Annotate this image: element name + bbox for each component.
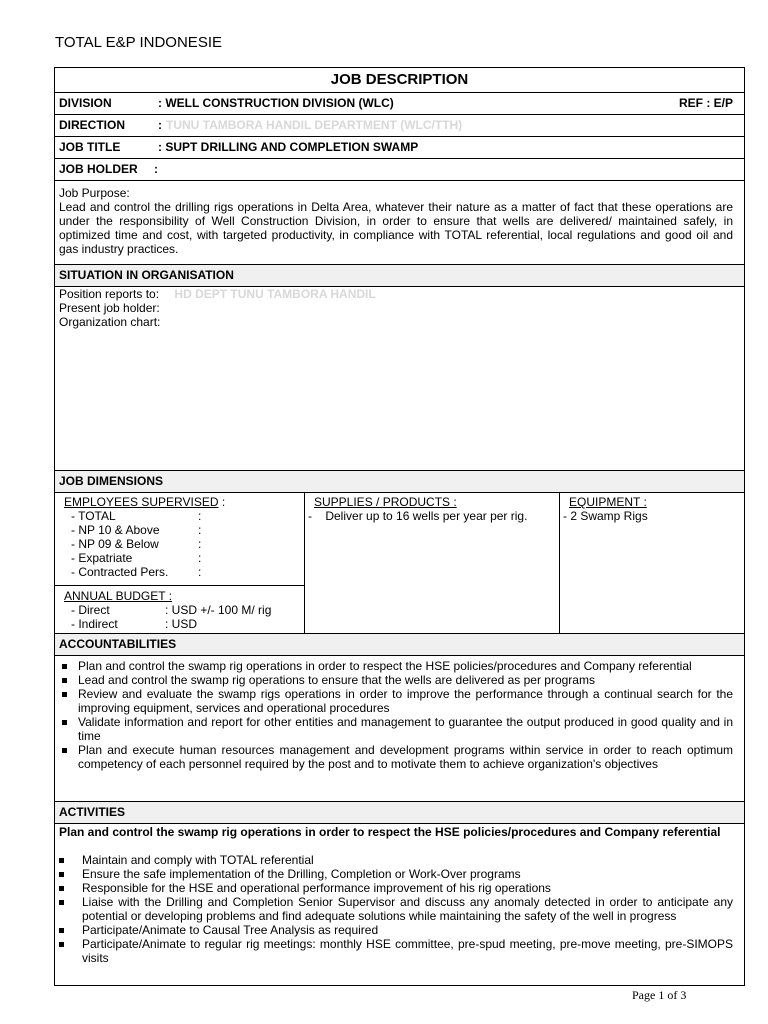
- division-row: [55, 93, 744, 115]
- equipment-item: - 2 Swamp Rigs: [563, 509, 648, 523]
- direction-value: TUNU TAMBORA HANDIL DEPARTMENT (WLC/TTH): [166, 118, 463, 132]
- bullet-icon: [62, 748, 67, 753]
- employees-np09-label: - NP 09 & Below: [71, 537, 159, 551]
- job-purpose-label: Job Purpose:: [59, 186, 130, 200]
- employees-total-colon: :: [198, 509, 202, 523]
- situation-section: [55, 287, 744, 471]
- job-holder-row: [55, 159, 744, 181]
- list-item: Responsible for the HSE and operational performance improvement of his rig operations: [55, 881, 733, 895]
- job-holder-label: JOB HOLDER: [59, 162, 138, 176]
- bullet-icon: [62, 720, 67, 725]
- division-label: DIVISION: [59, 96, 112, 110]
- employees-contracted-label: - Contracted Pers.: [71, 565, 169, 579]
- supplies-column: [304, 493, 560, 633]
- activities-subheading: Plan and control the swamp rig operations in order to respect the HSE policies/procedures and Company referential: [59, 825, 721, 839]
- direction-colon: :: [158, 118, 162, 132]
- employees-expatriate-label: - Expatriate: [71, 551, 133, 565]
- employees-title-colon: :: [218, 495, 226, 509]
- accountabilities-header: ACCOUNTABILITIES: [55, 634, 744, 656]
- list-item: Participate/Animate to regular rig meetings: monthly HSE committee, pre-spud meeting, pre-move meeting, pre-SIMOPS visits: [55, 937, 733, 965]
- company-name: TOTAL E&P INDONESIE: [55, 34, 222, 51]
- bullet-icon: [59, 900, 64, 905]
- budget-direct-value: : USD +/- 100 M/ rig: [165, 603, 272, 617]
- budget-divider: [55, 585, 304, 586]
- employees-np10-label: - NP 10 & Above: [71, 523, 160, 537]
- budget-direct-label: - Direct: [71, 603, 110, 617]
- budget-indirect-label: - Indirect: [71, 617, 118, 631]
- budget-title: ANNUAL BUDGET :: [64, 589, 173, 603]
- list-item: Validate information and report for other entities and management to guarantee the output produced in good quality and in time: [55, 715, 733, 743]
- job-holder-colon: :: [154, 162, 158, 176]
- ref-value: REF : E/P: [678, 96, 733, 110]
- job-purpose-text: Lead and control the drilling rigs operations in Delta Area, whatever their nature as a matter of fact that these operations are under the responsibility of Well Construction Division, in order to ensure that wells are delivered/ maintained safely, in optimized time and cost, with targeted productivity, in compliance with TOTAL referential, local regulations and good oil and gas industry practices.: [59, 200, 733, 256]
- reports-to-value: HD DEPT TUNU TAMBORA HANDIL: [174, 287, 376, 301]
- list-item: Plan and execute human resources management and development programs within service in order to reach optimum competency of each personnel required by the post and to motivate them to achieve organization's objectives: [55, 743, 733, 771]
- list-item: Participate/Animate to Causal Tree Analysis as required: [55, 923, 733, 937]
- equipment-column: [559, 493, 744, 633]
- job-title-value: : SUPT DRILLING AND COMPLETION SWAMP: [158, 140, 419, 154]
- list-item: Review and evaluate the swamp rigs operations in order to improve the performance through a continual search for the improving equipment, services and operational procedures: [55, 687, 733, 715]
- job-title-row: [55, 137, 744, 159]
- supplies-item-dash: -: [308, 509, 312, 523]
- document-title: JOB DESCRIPTION: [330, 71, 469, 88]
- employees-np10-colon: :: [198, 523, 202, 537]
- bullet-icon: [59, 858, 64, 863]
- employees-np09-colon: :: [198, 537, 202, 551]
- list-item: Liaise with the Drilling and Completion Senior Supervisor and discuss any anomaly detected in order to anticipate any potential or developing problems and find adequate solutions while maintaining the safety of the well in progress: [55, 895, 733, 923]
- job-purpose-section: [55, 181, 744, 265]
- employees-column: [55, 493, 305, 633]
- reports-to-label: Position reports to:: [59, 287, 160, 301]
- bullet-icon: [59, 942, 64, 947]
- division-value: : WELL CONSTRUCTION DIVISION (WLC): [158, 96, 394, 110]
- employees-contracted-colon: :: [198, 565, 202, 579]
- present-holder-label: Present job holder:: [59, 301, 160, 315]
- job-title-label: JOB TITLE: [59, 140, 121, 154]
- activities-section: [55, 824, 744, 987]
- page-number: Page 1 of 3: [632, 988, 687, 1002]
- equipment-title: EQUIPMENT :: [569, 495, 647, 509]
- job-dimensions-section: [55, 493, 744, 634]
- job-description-form: [54, 67, 745, 986]
- activities-header: ACTIVITIES: [55, 802, 744, 824]
- supplies-item: Deliver up to 16 wells per year per rig.: [325, 509, 528, 523]
- title-row: [55, 68, 744, 93]
- employees-total-label: - TOTAL: [71, 509, 116, 523]
- direction-label: DIRECTION: [59, 118, 125, 132]
- bullet-icon: [62, 692, 67, 697]
- list-item: Maintain and comply with TOTAL referential: [55, 853, 733, 867]
- list-item: Lead and control the swamp rig operations to ensure that the wells are delivered as per programs: [55, 673, 733, 687]
- job-dimensions-header: JOB DIMENSIONS: [55, 471, 744, 493]
- bullet-icon: [59, 886, 64, 891]
- list-item: Plan and control the swamp rig operations in order to respect the HSE policies/procedures and Company referential: [55, 659, 733, 673]
- accountabilities-section: [55, 656, 744, 802]
- employees-expatriate-colon: :: [198, 551, 202, 565]
- employees-title: EMPLOYEES SUPERVISED: [64, 495, 219, 509]
- list-item: Ensure the safe implementation of the Drilling, Completion or Work-Over programs: [55, 867, 733, 881]
- bullet-icon: [62, 678, 67, 683]
- situation-header: SITUATION IN ORGANISATION: [55, 265, 744, 287]
- direction-row: [55, 115, 744, 137]
- bullet-icon: [59, 928, 64, 933]
- bullet-icon: [62, 664, 67, 669]
- bullet-icon: [59, 872, 64, 877]
- organization-chart-label: Organization chart:: [59, 315, 161, 329]
- budget-indirect-value: : USD: [165, 617, 198, 631]
- supplies-title: SUPPLIES / PRODUCTS :: [314, 495, 457, 509]
